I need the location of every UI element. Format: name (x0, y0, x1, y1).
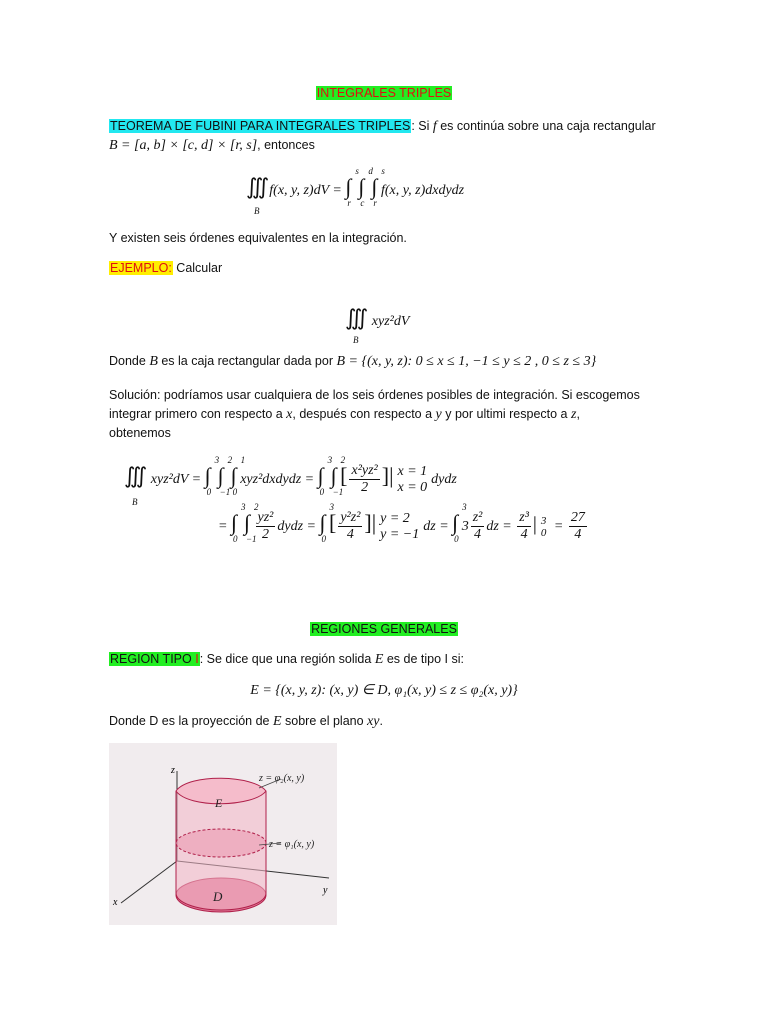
x-axis-label: x (113, 897, 118, 908)
region-label (109, 652, 200, 666)
donde-line (109, 354, 596, 370)
calc-row2-d: dz = (486, 519, 516, 534)
calc-row2-e: = (550, 519, 567, 534)
heading-integrales-block (0, 86, 768, 100)
lim: 0 (206, 487, 212, 497)
cylinder-diagram (109, 743, 337, 925)
solucion-text: , (576, 407, 580, 421)
lim: 0 (454, 534, 459, 544)
region-set: E = {(x, y, z): (x, y) ∈ D, φ₁(x, y) ≤ z ≤ φ₂(x, y)} (250, 683, 518, 698)
frac-num: z² (472, 510, 483, 526)
ejemplo-integral: ∭ xyz²dV B (345, 305, 410, 345)
lim: s (381, 166, 385, 176)
lim: 3 (214, 455, 220, 465)
solucion-text: integrar primero con respecto a (109, 407, 287, 421)
donde-text: Donde (109, 354, 150, 368)
bottom-surface (176, 829, 266, 857)
fubini-formula-left: f(x, y, z)dV = (269, 183, 346, 198)
lim: 0 (319, 487, 325, 497)
ejemplo-integrand: xyz²dV (371, 314, 410, 329)
lim: d (368, 166, 373, 176)
phi2-label: z = φ₂(x, y) (259, 773, 305, 784)
calc-row2-c: 3 (461, 519, 469, 534)
var-x: x (286, 407, 293, 422)
calc-row1-a: xyz²dV = (150, 472, 205, 487)
frac-num: z³ (519, 510, 529, 526)
sub-B: B (132, 497, 138, 507)
lim: 0 (321, 534, 326, 544)
frac-num: y²z² (340, 510, 361, 526)
donde-B: B (149, 354, 158, 369)
frac-num: yz² (257, 510, 274, 526)
fubini-label: TEOREMA DE FUBINI PARA INTEGRALES TRIPLES (110, 119, 411, 133)
calc-row1-tail: dydz (431, 472, 457, 487)
lim: 2 (227, 455, 233, 465)
region-donde-line (109, 714, 383, 730)
calc-eq: = (218, 519, 228, 534)
lim: 0 (232, 534, 238, 544)
donde-set: B = {(x, y, z): 0 ≤ x ≤ 1, −1 ≤ y ≤ 2 , 0 ≤ z ≤ 3} (336, 354, 597, 369)
fubini-formula-right: f(x, y, z)dxdydz (380, 183, 465, 198)
heading-regiones-block (0, 622, 768, 636)
fubini-box-def: B = [a, b] × [c, d] × [r, s] (109, 138, 258, 153)
sub-B: B (353, 335, 359, 345)
ejemplo-line (109, 261, 222, 275)
lim: −1 (332, 487, 344, 497)
lim: 2 (253, 502, 259, 512)
solucion-line3: obtenemos (109, 426, 171, 440)
region-donde-dot: . (379, 714, 383, 728)
frac-den: 2 (261, 527, 269, 543)
heading-regiones-generales: REGIONES GENERALES (311, 622, 457, 636)
region-donde-text2: sobre el plano (281, 714, 368, 728)
z-axis-label: z (171, 765, 175, 776)
fubini-formula: ∭f(x, y, z)dV = ∫ s r ∫ d c ∫ s r f(x, y, z)dxdydz B (246, 166, 465, 216)
solucion-paragraph (109, 386, 669, 443)
region-donde-text: Donde D es la proyección de (109, 714, 273, 728)
y-axis-label: y (323, 885, 328, 896)
frac-den: 4 (574, 527, 582, 543)
eval-top: 3 (540, 514, 547, 527)
sub-B: B (254, 206, 260, 216)
lim: 3 (327, 455, 333, 465)
eval-top: x = 1 (397, 463, 428, 479)
region-label-main: REGION TIPO (110, 652, 196, 666)
lim: 3 (240, 502, 246, 512)
region-figure (109, 743, 337, 925)
calc-row2-b: dz = (423, 519, 453, 534)
calc-row1-b: xyz²dxdydz = (240, 472, 318, 487)
D-label: D (213, 889, 223, 904)
eval-top: y = 2 (380, 510, 410, 526)
lim: 3 (329, 502, 334, 512)
lim: c (360, 198, 365, 208)
lim: 2 (340, 455, 346, 465)
fubini-f: f (432, 119, 437, 134)
solucion-text: , después con respecto a (292, 407, 436, 421)
frac-num: x²yz² (351, 463, 378, 479)
calc-row-1: ∭ xyz²dV = ∫ 3 0 ∫ 2 −1 ∫ 1 0 xyz²dxdydz = ∫ 3 0 ∫ 2 −1 [ $\frac{\text{x²yz²}}{2}$ ]| x = 1 x = 0 dydz B (124, 455, 457, 507)
phi1-label: z = φ₁(x, y) (269, 839, 315, 850)
lim: s (355, 166, 359, 176)
E-label: E (215, 796, 223, 810)
region-donde-xy: xy (367, 714, 380, 729)
solucion-line1: Solución: podríamos usar cualquiera de los seis órdenes posibles de integración. Si escogemos (109, 388, 640, 402)
heading-integrales-triples: INTEGRALES TRIPLES (316, 86, 452, 100)
fubini-entonces: , entonces (257, 138, 315, 152)
lim: 0 (232, 487, 238, 497)
region-text2: es de tipo I si: (383, 652, 464, 666)
frac-den: 4 (474, 527, 482, 543)
orders-text: Y existen seis órdenes equivalentes en la integración. (109, 231, 407, 245)
calc-row-2: = ∫ 3 0 ∫ 2 −1 $\frac{\text{yz²}}{2}$ dydz = ∫ 3 0 [ $\frac{\text{y²z²}}{4}$ ]| y = 2 y = −1 dz = ∫ 3 0 3 $\frac{\text{z²}}{4}$ dz = $\frac{\text{z³}}{4}$ | 3 0 = $\frac{27}{4}$ (218, 502, 585, 544)
var-z: z (570, 407, 577, 422)
frac-num: 27 (570, 510, 585, 526)
fubini-text2: es continúa sobre una caja rectangular (436, 119, 656, 133)
frac-den: 4 (520, 527, 528, 543)
lim: −1 (219, 487, 231, 497)
eval-bot: 0 (540, 526, 547, 539)
lim: 1 (240, 455, 246, 465)
solucion-text: y por ultimi respecto a (441, 407, 571, 421)
lim: 3 (462, 502, 467, 512)
region-label-I: I (195, 652, 199, 666)
fubini-text: : Si (411, 119, 433, 133)
region-donde-E: E (272, 714, 282, 729)
region-E: E (374, 652, 384, 667)
var-y: y (435, 407, 442, 422)
region-text: : Se dice que una región solida (199, 652, 375, 666)
eval-bot: y = −1 (380, 526, 420, 542)
donde-text2: es la caja rectangular dada por (157, 354, 337, 368)
region-line (109, 652, 464, 668)
frac-den: 2 (361, 480, 369, 496)
calc-row2-a: dydz = (277, 519, 320, 534)
lim: −1 (245, 534, 257, 544)
frac-den: 4 (346, 527, 354, 543)
ejemplo-text: Calcular (172, 261, 223, 275)
fubini-paragraph (109, 117, 669, 155)
eval-bot: x = 0 (397, 479, 428, 495)
x-axis-line (121, 861, 177, 903)
ejemplo-label: EJEMPLO: (110, 261, 172, 275)
lim: r (347, 198, 351, 208)
lim: r (373, 198, 377, 208)
